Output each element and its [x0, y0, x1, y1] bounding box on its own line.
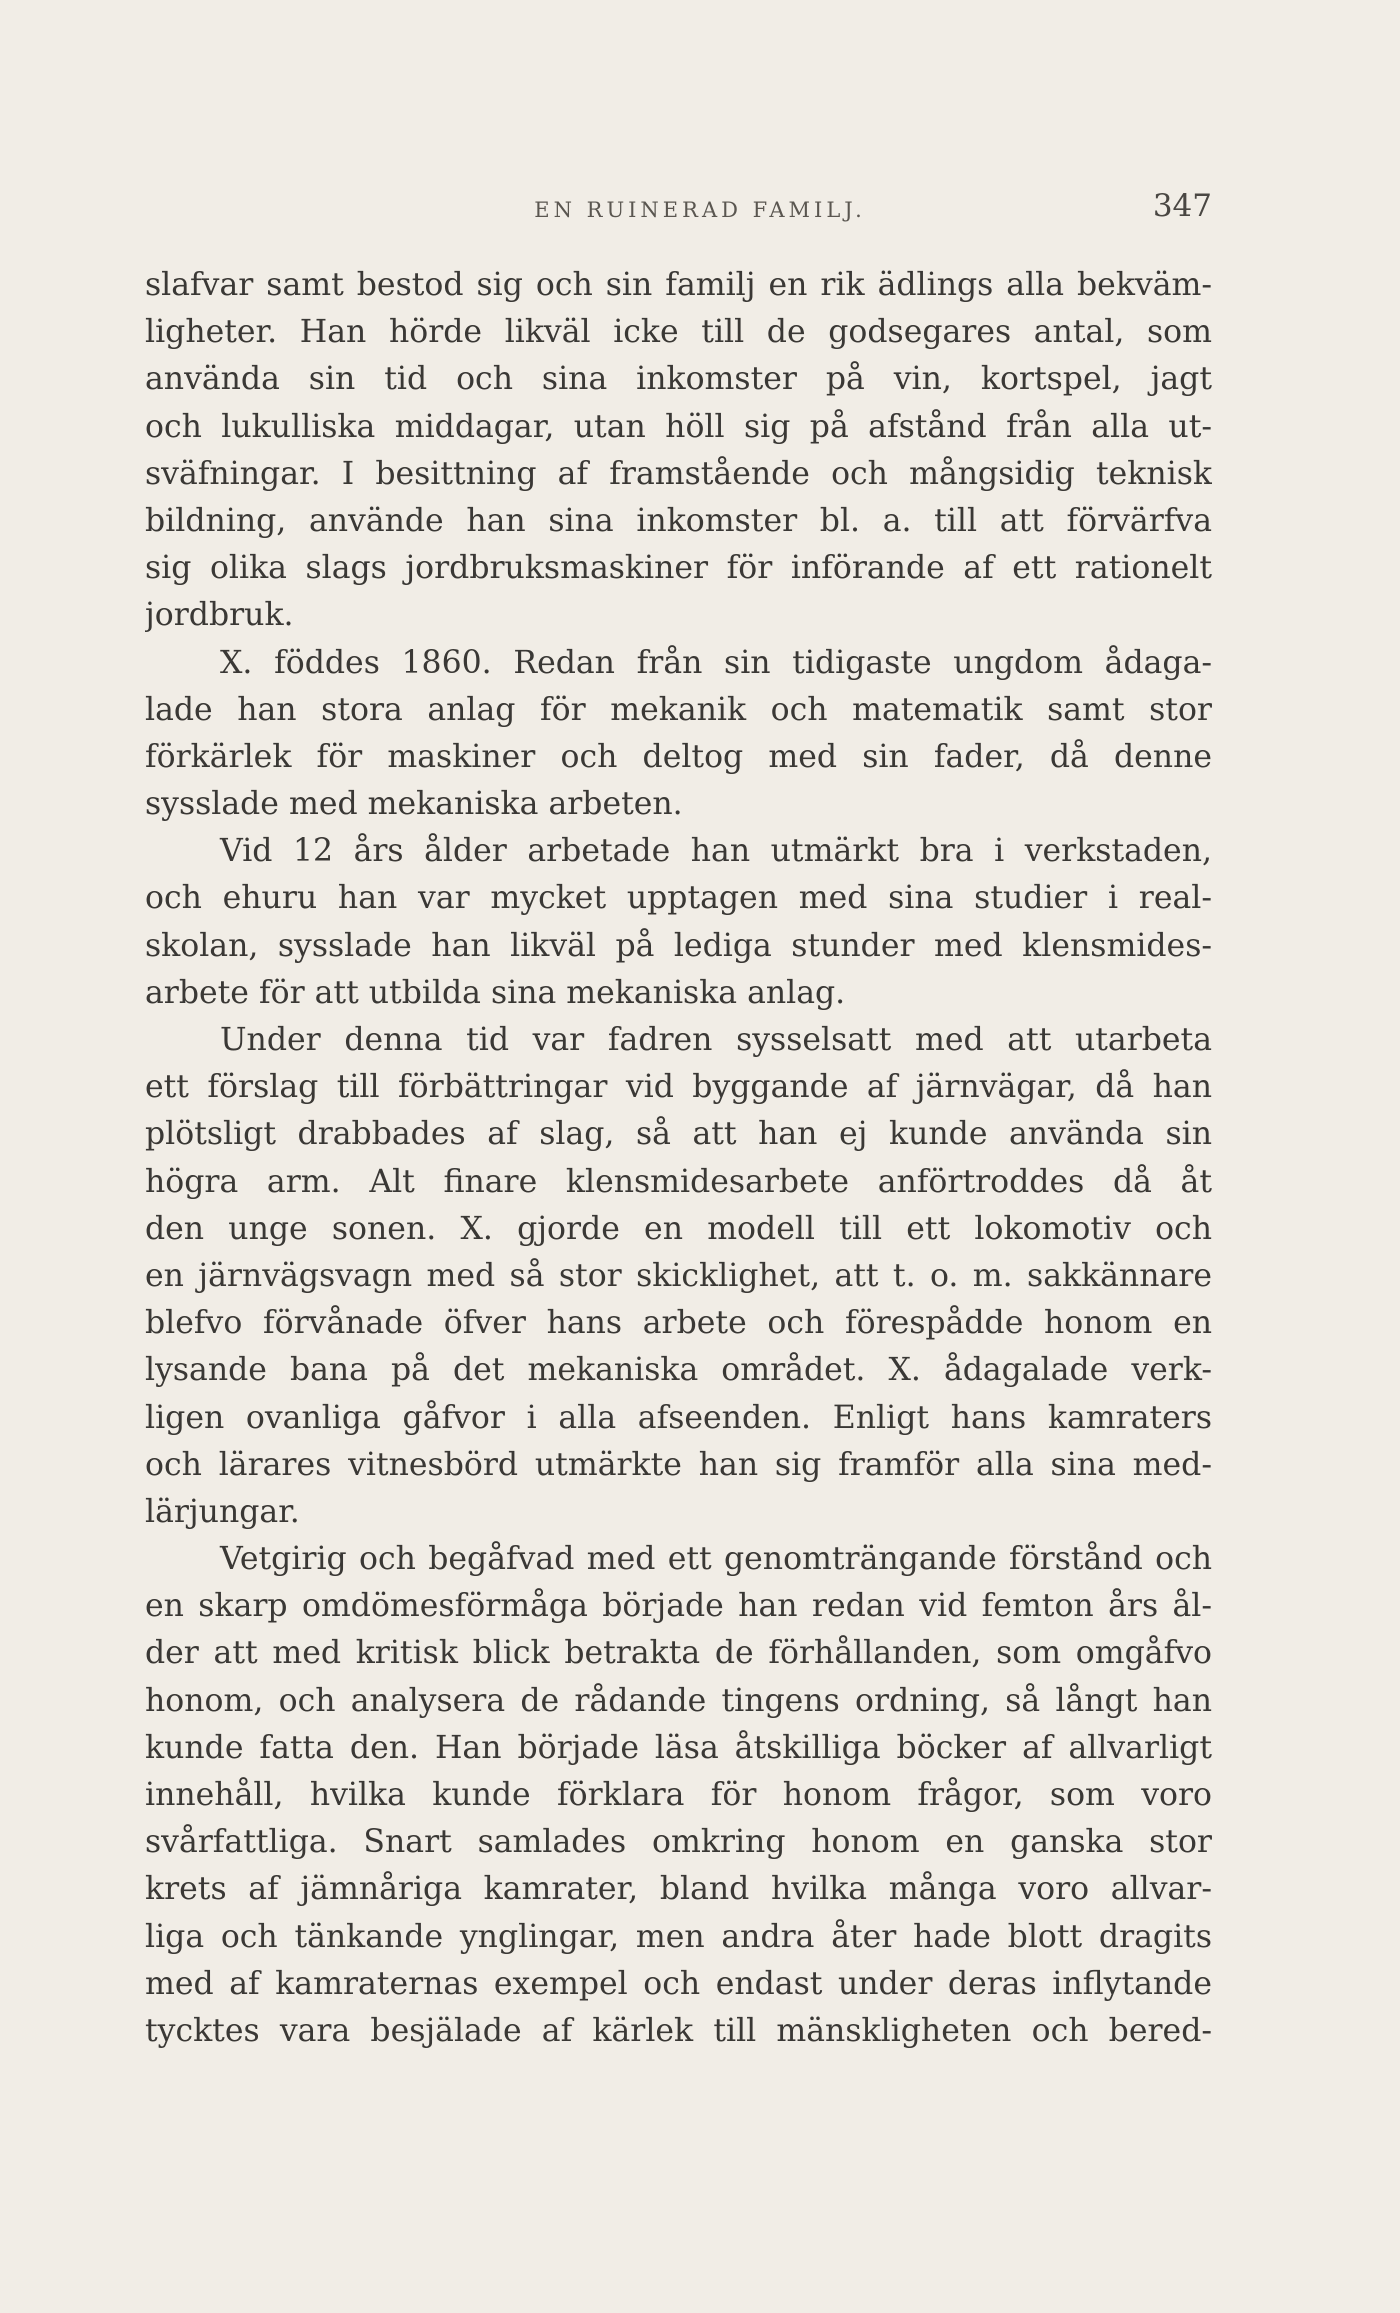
text-line: honom, och analysera de rådande tingens ordning, så långt han — [145, 1682, 1212, 1719]
text-line: slafvar samt bestod sig och sin familj en rik ädlings alla bekväm- — [145, 267, 1212, 303]
text-line: ett förslag till förbättringar vid byggande af järnvägar, då han — [145, 1069, 1212, 1106]
text-line: lärjungar. — [145, 1493, 300, 1530]
text-line: kunde fatta den. Han började läsa åtskilliga böcker af allvarligt — [145, 1729, 1212, 1766]
text-line: sväfningar. I besittning af framstående och mångsidig teknisk — [145, 455, 1212, 492]
text-line: der att med kritisk blick betrakta de förhållanden, som omgåfvo — [145, 1635, 1212, 1672]
text-line: ligheter. Han hörde likväl icke till de godsegares antal, som — [145, 314, 1212, 351]
text-line: Vid 12 års ålder arbetade han utmärkt bra i verkstaden, — [220, 833, 1212, 870]
text-line: innehåll, hvilka kunde förklara för honom frågor, som voro — [145, 1777, 1212, 1813]
text-line: högra arm. Alt finare klensmidesarbete anförtroddes då åt — [145, 1163, 1212, 1200]
text-line: arbete för att utbilda sina mekaniska anlag. — [145, 974, 846, 1011]
text-line: svårfattliga. Snart samlades omkring honom en ganska stor — [145, 1824, 1212, 1861]
text-line: använda sin tid och sina inkomster på vin, kortspel, jagt — [145, 361, 1212, 398]
text-line: X. föddes 1860. Redan från sin tidigaste ungdom ådaga- — [220, 644, 1212, 681]
text-line: Under denna tid var fadren sysselsatt med att utarbeta — [220, 1022, 1212, 1058]
text-line: bildning, använde han sina inkomster bl. a. till att förvärfva — [145, 502, 1212, 539]
text-line: krets af jämnåriga kamrater, bland hvilka många voro allvar- — [145, 1871, 1212, 1908]
text-line: och ehuru han var mycket upptagen med sina studier i real- — [145, 880, 1212, 917]
running-title: EN RUINERAD FAMILJ. — [534, 198, 866, 222]
page-number: 347 — [1152, 188, 1212, 224]
text-line: sig olika slags jordbruksmaskiner för införande af ett rationelt — [145, 550, 1212, 587]
text-line: sysslade med mekaniska arbeten. — [145, 786, 683, 823]
body-text — [145, 262, 1212, 2055]
text-line: liga och tänkande ynglingar, men andra åter hade blott dragits — [145, 1918, 1212, 1955]
text-line: skolan, sysslade han likväl på lediga stunder med klensmides- — [145, 927, 1212, 964]
text-line: och lukulliska middagar, utan höll sig på afstånd från alla ut- — [145, 408, 1212, 445]
text-line: tycktes vara besjälade af kärlek till mänskligheten och bered- — [145, 2012, 1212, 2049]
text-line: förkärlek för maskiner och deltog med sin fader, då denne — [145, 738, 1212, 775]
text-line: blefvo förvånade öfver hans arbete och förespådde honom en — [145, 1305, 1212, 1342]
text-line: med af kamraternas exempel och endast under deras inflytande — [145, 1965, 1212, 2002]
text-line: ligen ovanliga gåfvor i alla afseenden. Enligt hans kamraters — [145, 1399, 1212, 1436]
text-line: lysande bana på det mekaniska området. X. ådagalade verk- — [145, 1352, 1212, 1389]
text-line: lade han stora anlag för mekanik och matematik samt stor — [145, 691, 1212, 728]
text-line: och lärares vitnesbörd utmärkte han sig framför alla sina med- — [145, 1446, 1212, 1483]
text-line: en järnvägsvagn med så stor skicklighet, att t. o. m. sakkännare — [145, 1257, 1212, 1294]
text-line: den unge sonen. X. gjorde en modell till ett lokomotiv och — [145, 1210, 1212, 1247]
text-line: plötsligt drabbades af slag, så att han ej kunde använda sin — [145, 1116, 1212, 1153]
text-line: Vetgirig och begåfvad med ett genomträngande förstånd och — [220, 1541, 1212, 1578]
text-line: jordbruk. — [145, 597, 294, 634]
text-line: en skarp omdömesförmåga började han redan vid femton års ål- — [145, 1588, 1212, 1625]
